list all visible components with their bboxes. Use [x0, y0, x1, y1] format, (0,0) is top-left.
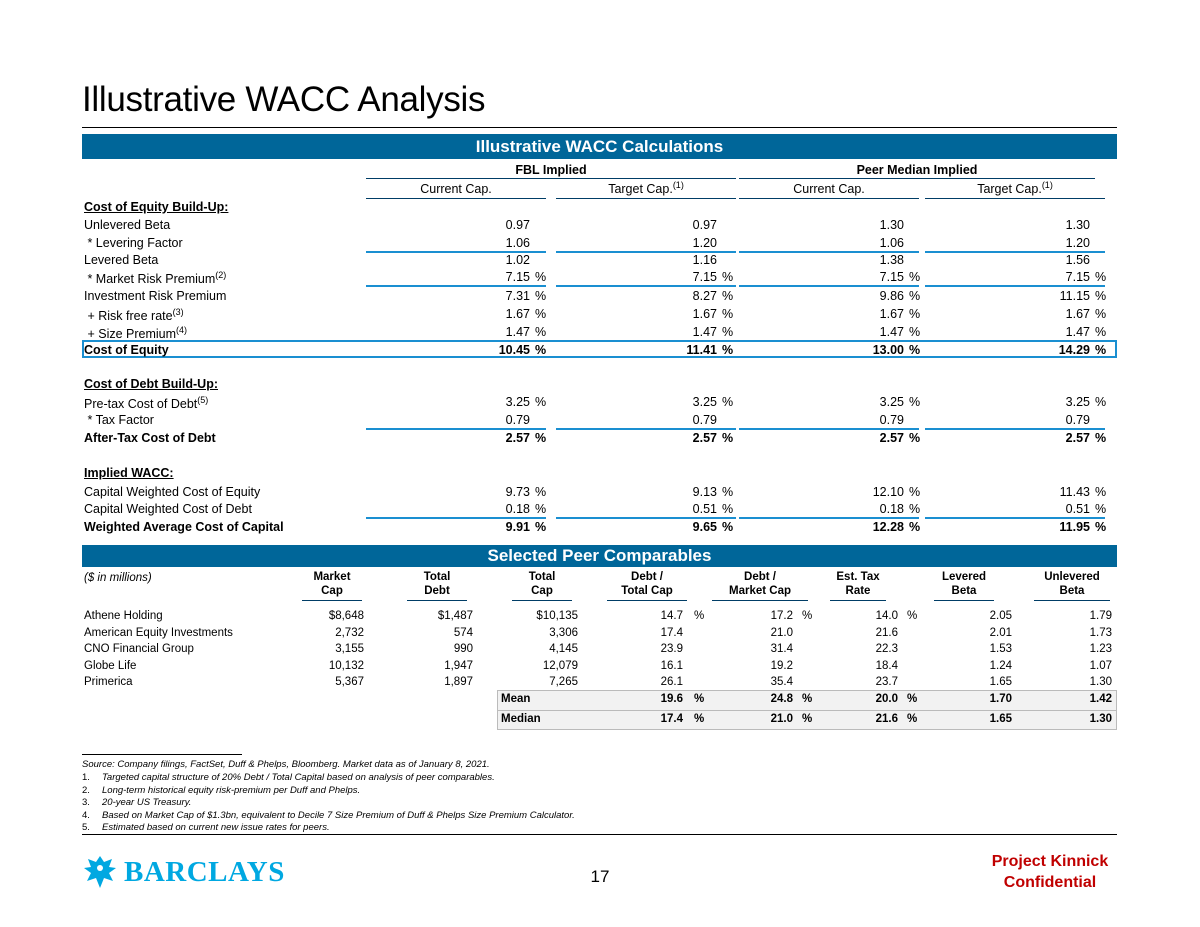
percent-sign: % — [535, 395, 547, 409]
peer-value-1-6: 14.0 — [875, 610, 898, 622]
row-label-cap-weighted-equity: Capital Weighted Cost of Equity — [84, 485, 261, 499]
percent-sign: % — [909, 307, 921, 321]
value-levered-beta-4: 1.56 — [1065, 253, 1090, 267]
row-label-cap-weighted-debt: Capital Weighted Cost of Debt — [84, 502, 252, 516]
units-note: ($ in millions) — [84, 572, 152, 584]
percent-sign: % — [907, 610, 918, 622]
peer-col-header-3-line-2: Cap — [531, 585, 553, 597]
footnote-5: 5. Estimated based on current new issue rates for peers. — [82, 822, 330, 833]
percent-sign: % — [1095, 307, 1107, 321]
subtotal-rule — [739, 340, 919, 342]
value-pretax-cost-of-debt-1: 3.25 — [505, 395, 530, 409]
subtotal-rule — [925, 428, 1105, 430]
peer-col-header-6-line-2: Rate — [845, 585, 871, 597]
peer-name: American Equity Investments — [84, 626, 233, 639]
page-title: Illustrative WACC Analysis — [82, 80, 486, 119]
peer-col-header-1-line-2: Cap — [321, 585, 343, 597]
value-wacc-2: 9.65 — [692, 520, 717, 534]
value-pretax-cost-of-debt-2: 3.25 — [692, 395, 717, 409]
footnote-4: 4. Based on Market Cap of $1.3bn, equivalent to Decile 7 Size Premium of Duff & Phelps Size Premium Calculator. — [82, 809, 575, 821]
value-cost-of-equity-4: 14.29 — [1058, 343, 1090, 357]
peer-col-header-5-line-1: Debt / — [744, 571, 776, 583]
peer-col-header-3-line-1: Total — [528, 571, 556, 583]
value-wacc-1: 9.91 — [505, 520, 530, 534]
value-investment-risk-premium-1: 7.31 — [505, 289, 530, 303]
summary-median-value-4: 1.65 — [989, 713, 1012, 725]
value-unlevered-beta-4: 1.30 — [1065, 218, 1090, 232]
percent-sign: % — [907, 713, 918, 725]
value-cost-of-equity-3: 13.00 — [872, 343, 904, 357]
row-label-tax-factor: * Tax Factor — [84, 413, 154, 427]
percent-sign: % — [907, 693, 918, 705]
value-size-premium-1: 1.47 — [505, 325, 530, 339]
value-investment-risk-premium-2: 8.27 — [692, 289, 717, 303]
debt-buildup-header: Cost of Debt Build-Up: — [84, 377, 219, 391]
percent-sign: % — [722, 502, 734, 516]
peer-col-header-rule — [302, 600, 362, 601]
peer-value-5-3: 7,265 — [549, 676, 578, 688]
value-cap-weighted-debt-2: 0.51 — [692, 502, 717, 516]
row-label-wacc: Weighted Average Cost of Capital — [84, 520, 284, 534]
percent-sign: % — [802, 610, 813, 622]
peer-value-2-8: 1.73 — [1089, 626, 1112, 639]
percent-sign: % — [1095, 485, 1107, 499]
value-wacc-4: 11.95 — [1059, 520, 1090, 534]
value-levering-factor-3: 1.06 — [879, 236, 904, 250]
peer-col-header-6-line-1: Est. Tax — [836, 571, 880, 583]
value-size-premium-2: 1.47 — [692, 325, 717, 339]
percent-sign: % — [909, 431, 921, 445]
subtotal-rule — [739, 428, 919, 430]
logo-wordmark: BARCLAYS — [124, 856, 285, 888]
value-levering-factor-1: 1.06 — [505, 236, 530, 250]
subtotal-rule — [925, 285, 1105, 287]
percent-sign: % — [535, 343, 547, 357]
peer-value-5-4: 26.1 — [660, 676, 683, 688]
confidential-line-1: Project Kinnick — [991, 853, 1109, 870]
col-rule-2 — [556, 198, 736, 199]
row-label-market-risk-premium: * Market Risk Premium$^{(2)}$ — [84, 270, 227, 287]
summary-divider — [497, 710, 1117, 711]
peer-value-3-3: 4,145 — [549, 643, 578, 655]
peer-value-3-2: 990 — [453, 643, 473, 655]
peer-value-4-8: 1.07 — [1089, 659, 1112, 672]
value-risk-free-rate-2: 1.67 — [692, 307, 717, 321]
cost-of-equity-highlight — [82, 340, 1117, 358]
peer-value-4-6: 18.4 — [875, 659, 898, 672]
peer-value-2-4: 17.4 — [660, 626, 683, 639]
peer-value-4-7: 1.24 — [989, 659, 1012, 672]
value-after-tax-cost-of-debt-3: 2.57 — [879, 431, 904, 445]
peer-value-2-5: 21.0 — [770, 626, 793, 639]
peer-value-3-7: 1.53 — [989, 643, 1012, 655]
summary-mean-value-1: 19.6 — [660, 693, 683, 705]
row-label-unlevered-beta: Unlevered Beta — [84, 218, 171, 232]
value-after-tax-cost-of-debt-1: 2.57 — [505, 431, 530, 445]
percent-sign: % — [909, 270, 921, 284]
row-label-size-premium: + Size Premium$^{(4)}$ — [84, 325, 188, 342]
value-cap-weighted-equity-4: 11.43 — [1059, 485, 1090, 499]
percent-sign: % — [722, 270, 734, 284]
percent-sign: % — [909, 289, 921, 303]
peer-col-header-rule — [934, 600, 994, 601]
peer-value-1-3: $10,135 — [536, 610, 578, 622]
percent-sign: % — [909, 502, 921, 516]
peer-value-3-5: 31.4 — [770, 643, 793, 655]
peer-col-header-8-line-2: Beta — [1059, 585, 1085, 597]
subtotal-rule — [366, 517, 546, 519]
peer-value-1-7: 2.05 — [989, 610, 1012, 622]
footnote-3: 3. 20-year US Treasury. — [82, 797, 192, 808]
title-rule — [82, 127, 1117, 128]
summary-median-value-5: 1.30 — [1089, 713, 1112, 725]
subtotal-rule — [556, 428, 736, 430]
subtotal-rule — [556, 340, 736, 342]
percent-sign: % — [535, 520, 547, 534]
group-peer-rule — [739, 178, 1095, 179]
value-market-risk-premium-4: 7.15 — [1065, 270, 1090, 284]
percent-sign: % — [1095, 343, 1107, 357]
peer-value-1-1: $8,648 — [328, 610, 364, 622]
percent-sign: % — [1095, 502, 1107, 516]
value-market-risk-premium-2: 7.15 — [692, 270, 717, 284]
peer-col-header-5-line-2: Market Cap — [729, 585, 791, 597]
peer-value-5-6: 23.7 — [875, 676, 898, 688]
value-cost-of-equity-2: 11.41 — [686, 343, 717, 357]
percent-sign: % — [535, 485, 547, 499]
value-market-risk-premium-1: 7.15 — [505, 270, 530, 284]
value-cap-weighted-debt-1: 0.18 — [505, 502, 530, 516]
subtotal-rule — [556, 517, 736, 519]
subtotal-rule — [739, 285, 919, 287]
peer-col-header-rule — [607, 600, 687, 601]
peer-col-header-7-line-1: Levered — [941, 571, 987, 583]
value-size-premium-4: 1.47 — [1065, 325, 1090, 339]
value-pretax-cost-of-debt-3: 3.25 — [879, 395, 904, 409]
value-tax-factor-3: 0.79 — [879, 413, 904, 427]
peer-value-4-3: 12,079 — [542, 659, 578, 672]
eagle-icon — [82, 854, 118, 890]
peer-col-header-2-line-2: Debt — [424, 585, 450, 597]
row-label-pretax-cost-of-debt: Pre-tax Cost of Debt$^{(5)}$ — [84, 395, 209, 412]
peer-col-header-4-line-1: Debt / — [631, 571, 663, 583]
peer-value-4-2: 1,947 — [444, 659, 473, 672]
row-label-levering-factor: * Levering Factor — [84, 236, 183, 250]
summary-mean-value-3: 20.0 — [875, 693, 898, 705]
subtotal-rule — [925, 517, 1105, 519]
peer-col-header-rule — [407, 600, 467, 601]
value-after-tax-cost-of-debt-4: 2.57 — [1065, 431, 1090, 445]
peer-value-4-5: 19.2 — [770, 659, 793, 672]
value-after-tax-cost-of-debt-2: 2.57 — [692, 431, 717, 445]
subtotal-rule — [739, 517, 919, 519]
percent-sign: % — [1095, 270, 1107, 284]
value-cost-of-equity-1: 10.45 — [498, 343, 530, 357]
value-pretax-cost-of-debt-4: 3.25 — [1065, 395, 1090, 409]
peer-value-2-7: 2.01 — [989, 626, 1012, 639]
percent-sign: % — [722, 307, 734, 321]
summary-median-value-3: 21.6 — [875, 713, 898, 725]
value-cap-weighted-debt-3: 0.18 — [879, 502, 904, 516]
summary-mean-value-4: 1.70 — [989, 693, 1012, 705]
peer-col-header-rule — [1034, 600, 1110, 601]
peer-col-header-rule — [512, 600, 572, 601]
footnote-rule — [82, 754, 242, 755]
percent-sign: % — [1095, 520, 1107, 534]
value-cap-weighted-debt-4: 0.51 — [1065, 502, 1090, 516]
group-fbl-rule — [366, 178, 736, 179]
percent-sign: % — [909, 395, 921, 409]
value-levering-factor-2: 1.20 — [692, 236, 717, 250]
percent-sign: % — [694, 693, 705, 705]
value-levered-beta-2: 1.16 — [692, 253, 717, 267]
value-risk-free-rate-4: 1.67 — [1065, 307, 1090, 321]
peer-value-5-8: 1.30 — [1089, 676, 1112, 688]
peer-col-header-rule — [712, 600, 808, 601]
percent-sign: % — [909, 325, 921, 339]
value-cap-weighted-equity-1: 9.73 — [505, 485, 530, 499]
summary-median-value-1: 17.4 — [660, 713, 683, 725]
peer-value-2-6: 21.6 — [875, 626, 898, 639]
peer-name: Primerica — [84, 676, 133, 688]
summary-mean-value-2: 24.8 — [770, 693, 793, 705]
percent-sign: % — [802, 693, 813, 705]
percent-sign: % — [722, 289, 734, 303]
footnote-1: 1. Targeted capital structure of 20% Debt / Total Capital based on analysis of peer comparables. — [82, 772, 495, 783]
value-levering-factor-4: 1.20 — [1065, 236, 1090, 250]
summary-mean-value-5: 1.42 — [1089, 693, 1112, 705]
percent-sign: % — [722, 325, 734, 339]
implied-wacc-header: Implied WACC: — [84, 466, 174, 480]
value-investment-risk-premium-4: 11.15 — [1059, 289, 1090, 303]
value-tax-factor-1: 0.79 — [505, 413, 530, 427]
col-peer-current: Current Cap. — [793, 182, 865, 196]
footer-rule — [82, 834, 1117, 835]
value-unlevered-beta-3: 1.30 — [879, 218, 904, 232]
peer-col-header-rule — [830, 600, 886, 601]
peer-value-5-2: 1,897 — [444, 676, 473, 688]
subtotal-rule — [366, 340, 546, 342]
peer-value-3-1: 3,155 — [335, 643, 364, 655]
peer-value-1-2: $1,487 — [437, 610, 473, 622]
row-label-after-tax-cost-of-debt: After-Tax Cost of Debt — [84, 431, 216, 445]
peer-name: Athene Holding — [84, 610, 163, 622]
subtotal-rule — [366, 285, 546, 287]
peer-col-header-7-line-2: Beta — [951, 585, 977, 597]
percent-sign: % — [1095, 395, 1107, 409]
peer-value-1-5: 17.2 — [770, 610, 793, 622]
peer-value-5-7: 1.65 — [989, 676, 1012, 688]
page-number: 17 — [590, 867, 610, 886]
peer-value-3-4: 23.9 — [660, 643, 683, 655]
percent-sign: % — [722, 520, 734, 534]
percent-sign: % — [722, 431, 734, 445]
percent-sign: % — [722, 343, 734, 357]
percent-sign: % — [694, 610, 705, 622]
col-peer-target: Target Cap.$^{(1)}$ — [977, 180, 1053, 197]
percent-sign: % — [694, 713, 705, 725]
value-unlevered-beta-1: 0.97 — [505, 218, 530, 232]
peer-name: CNO Financial Group — [84, 643, 194, 655]
value-risk-free-rate-3: 1.67 — [879, 307, 904, 321]
peer-name: Globe Life — [84, 659, 137, 672]
peer-col-header-8-line-1: Unlevered — [1044, 571, 1100, 583]
peer-value-2-3: 3,306 — [549, 626, 578, 639]
peer-value-2-1: 2,732 — [335, 626, 364, 639]
percent-sign: % — [535, 502, 547, 516]
subtotal-rule — [556, 285, 736, 287]
footnote-2: 2. Long-term historical equity risk-premium per Duff and Phelps. — [82, 784, 361, 796]
percent-sign: % — [909, 485, 921, 499]
percent-sign: % — [535, 307, 547, 321]
equity-buildup-header: Cost of Equity Build-Up: — [84, 200, 229, 214]
percent-sign: % — [909, 520, 921, 534]
peer-col-header-2-line-1: Total — [423, 571, 451, 583]
percent-sign: % — [535, 325, 547, 339]
peer-value-5-1: 5,367 — [335, 676, 364, 688]
value-risk-free-rate-1: 1.67 — [505, 307, 530, 321]
summary-median-value-2: 21.0 — [770, 713, 793, 725]
peers-banner: Selected Peer Comparables — [82, 545, 1117, 567]
source-note: Source: Company filings, FactSet, Duff & Phelps, Bloomberg. Market data as of January 8, 2021. — [82, 759, 490, 770]
peer-value-4-1: 10,132 — [328, 659, 364, 672]
col-fbl-current: Current Cap. — [420, 182, 492, 196]
percent-sign: % — [802, 713, 813, 725]
percent-sign: % — [535, 431, 547, 445]
subtotal-rule — [925, 340, 1105, 342]
value-levered-beta-1: 1.02 — [505, 253, 530, 267]
row-label-cost-of-equity: Cost of Equity — [84, 343, 169, 357]
value-levered-beta-3: 1.38 — [879, 253, 904, 267]
wacc-banner: Illustrative WACC Calculations — [82, 134, 1117, 159]
col-rule-4 — [925, 198, 1105, 199]
percent-sign: % — [909, 343, 921, 357]
value-cap-weighted-equity-3: 12.10 — [872, 485, 904, 499]
group-fbl-implied: FBL Implied — [515, 163, 587, 177]
peer-value-5-5: 35.4 — [770, 676, 793, 688]
value-cap-weighted-equity-2: 9.13 — [692, 485, 717, 499]
summary-label-mean: Mean — [501, 693, 531, 705]
peer-value-2-2: 574 — [453, 626, 473, 639]
peer-value-4-4: 16.1 — [660, 659, 683, 672]
row-label-investment-risk-premium: Investment Risk Premium — [84, 289, 227, 303]
percent-sign: % — [722, 395, 734, 409]
value-size-premium-3: 1.47 — [879, 325, 904, 339]
peer-value-3-6: 22.3 — [875, 643, 898, 655]
value-tax-factor-4: 0.79 — [1065, 413, 1090, 427]
col-rule-1 — [366, 198, 546, 199]
subtotal-rule — [366, 428, 546, 430]
summary-label-median: Median — [501, 713, 541, 725]
value-wacc-3: 12.28 — [872, 520, 904, 534]
peer-value-3-8: 1.23 — [1089, 643, 1112, 655]
group-peer-median-implied: Peer Median Implied — [856, 163, 978, 177]
col-rule-3 — [739, 198, 919, 199]
peer-value-1-4: 14.7 — [660, 610, 683, 622]
percent-sign: % — [1095, 325, 1107, 339]
row-label-risk-free-rate: + Risk free rate$^{(3)}$ — [84, 307, 184, 324]
value-tax-factor-2: 0.79 — [692, 413, 717, 427]
percent-sign: % — [535, 270, 547, 284]
row-label-levered-beta: Levered Beta — [84, 253, 159, 267]
value-investment-risk-premium-3: 9.86 — [879, 289, 904, 303]
col-fbl-target: Target Cap.$^{(1)}$ — [608, 180, 684, 197]
confidential-line-2: Confidential — [1003, 874, 1097, 891]
percent-sign: % — [535, 289, 547, 303]
percent-sign: % — [1095, 431, 1107, 445]
peer-value-1-8: 1.79 — [1089, 610, 1112, 622]
peer-col-header-4-line-2: Total Cap — [621, 585, 673, 597]
peer-col-header-1-line-1: Market — [313, 571, 351, 583]
value-market-risk-premium-3: 7.15 — [879, 270, 904, 284]
percent-sign: % — [722, 485, 734, 499]
value-unlevered-beta-2: 0.97 — [692, 218, 717, 232]
percent-sign: % — [1095, 289, 1107, 303]
